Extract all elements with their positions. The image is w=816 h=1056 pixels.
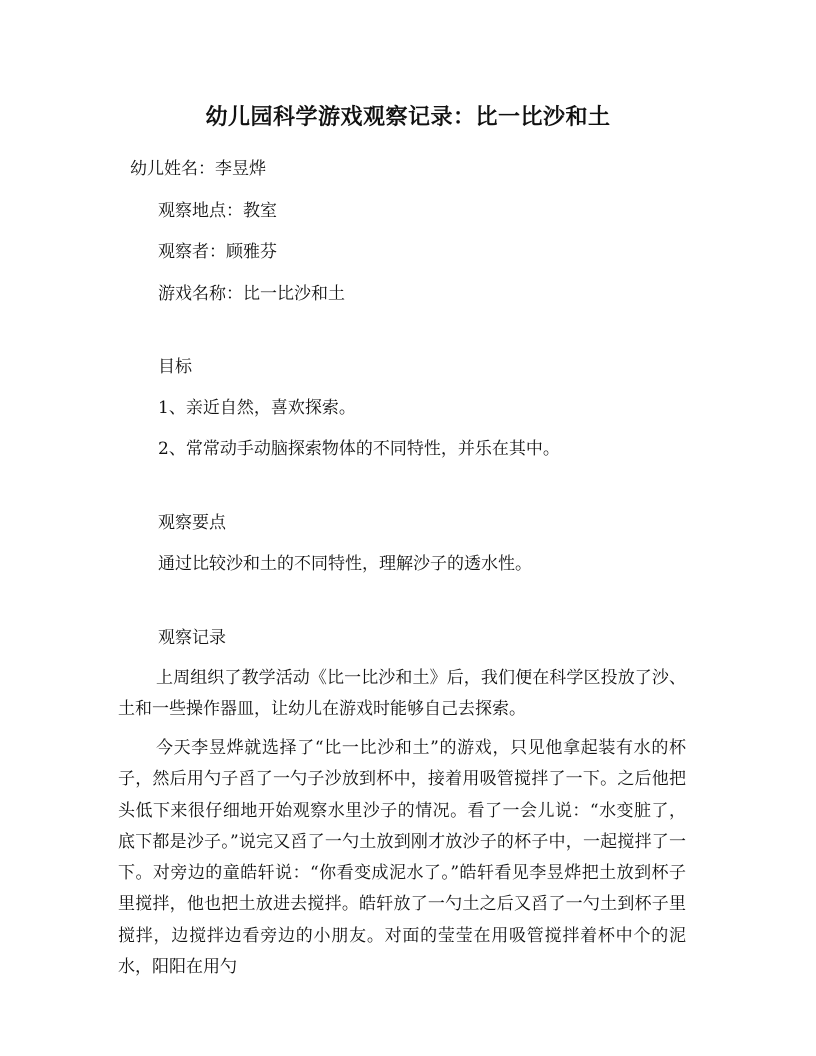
document-title: 幼儿园科学游戏观察记录：比一比沙和土 [205,105,611,130]
key-points-heading: 观察要点 [158,513,226,533]
record-paragraph: 上周组织了教学活动《比一比沙和土》后，我们便在科学区投放了沙、土和一些操作器皿，让幼儿在游戏时能够自己去探索。 [118,668,686,720]
observer-field: 观察者：顾雅芬 [158,242,277,262]
record-heading: 观察记录 [158,628,226,648]
game-name-field: 游戏名称：比一比沙和土 [158,284,345,304]
goals-heading: 目标 [158,357,192,377]
goal-item: 1、亲近自然，喜欢探索。 [158,398,356,418]
goal-item: 2、常常动手动脑探索物体的不同特性，并乐在其中。 [158,439,560,459]
key-points-text: 通过比较沙和土的不同特性，理解沙子的透水性。 [158,554,532,574]
location-field: 观察地点：教室 [158,201,277,221]
child-name-field: 幼儿姓名：李昱烨 [130,159,266,179]
record-paragraph: 今天李昱烨就选择了“比一比沙和土”的游戏，只见他拿起装有水的杯子，然后用勺子舀了一勺子沙放到杯中，接着用吸管搅拌了一下。之后他把头低下来很仔细地开始观察水里沙子的情况。看了一会儿说：“水变脏了，底下都是沙子。”说完又舀了一勺土放到刚才放沙子的杯子中，一起搅拌了一下。对旁边的童皓轩说：“你看变成泥水了。”皓轩看见李昱烨把土放到杯子里搅拌，他也把土放进去搅拌。皓轩放了一勺土之后又舀了一勺土到杯子里搅拌，边搅拌边看旁边的小朋友。对面的莹莹在用吸管搅拌着杯中个的泥水，阳阳在用勺 [118,738,686,978]
